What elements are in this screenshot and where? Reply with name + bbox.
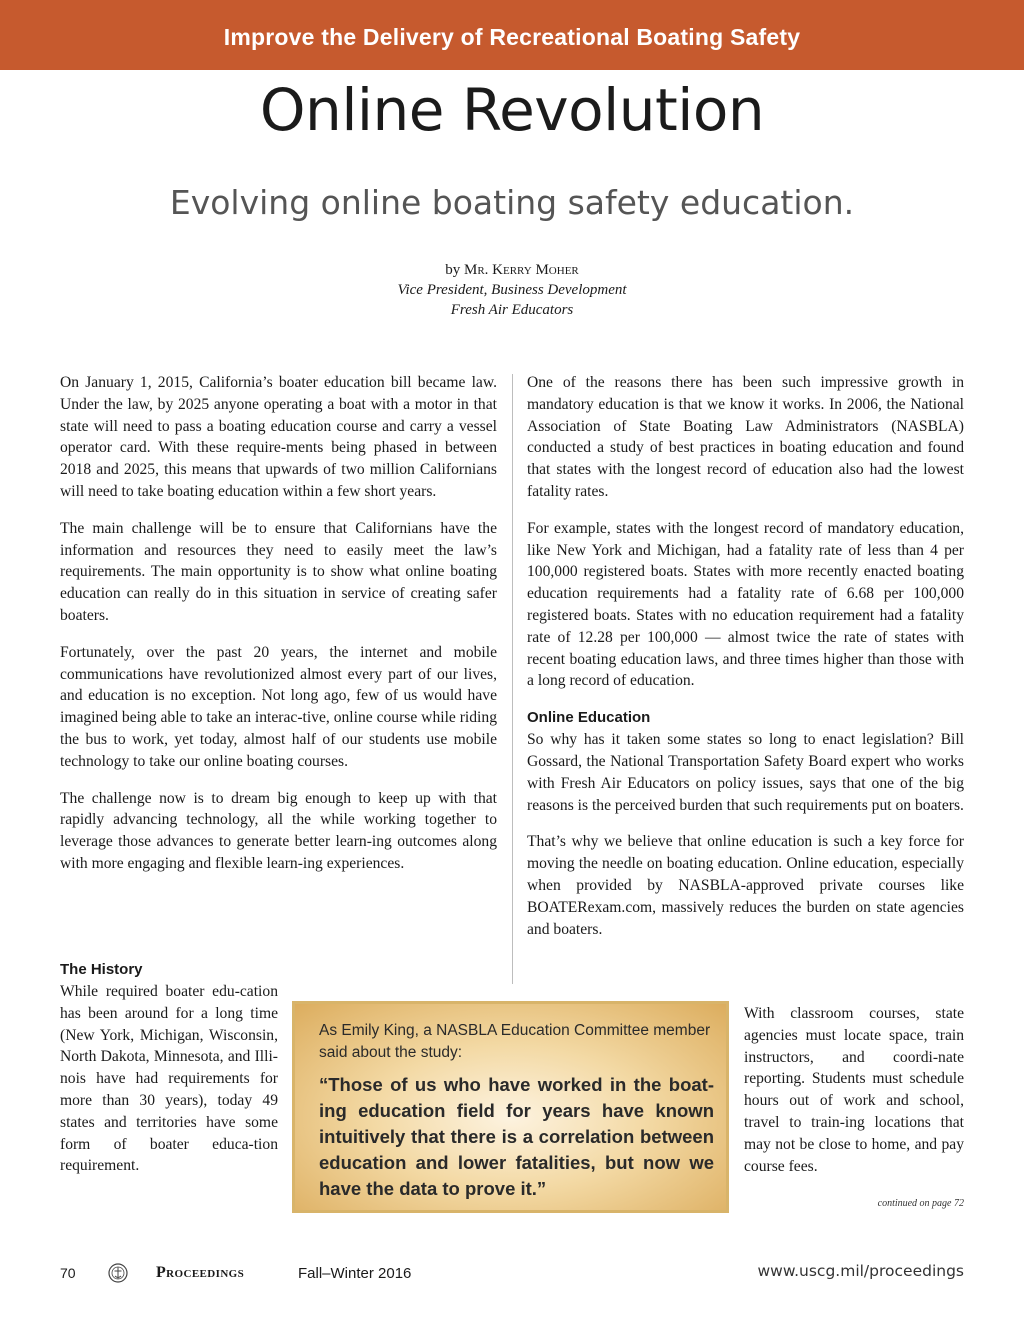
article-subtitle: Evolving online boating safety education. [169, 183, 855, 222]
publication-name: Proceedings [156, 1264, 245, 1281]
byline-organization: Fresh Air Educators [450, 302, 574, 318]
left-column [60, 372, 497, 890]
article-title: Online Revolution [259, 76, 765, 144]
pull-quote-text: “Those of us who have worked in the boat-ing education field for years have known intuitively that there is a correlation between education and lower fatalities, but now we have the data to prove it.” [319, 1074, 714, 1199]
classroom-paragraph: With classroom courses, state agencies must locate space, train instructors, and coordi-nate reporting. Students must schedule hours out of work and school, travel to train-ing locations that may not be close to home, and pay course fees. [744, 1005, 964, 1175]
history-heading: The History [60, 961, 143, 978]
header-banner [0, 0, 1024, 70]
issue-date: Fall–Winter 2016 [298, 1265, 412, 1282]
body-paragraph: Fortunately, over the past 20 years, the internet and mobile communications have revolutionized almost every part of our lives, and education is no exception. Not long ago, few of us would have imagined being able to take an interac-tive, online course while riding the bus to work, yet today, almost half of our students use mobile technology to take our online boating courses. [60, 643, 497, 770]
body-paragraph: So why has it taken some states so long to enact legislation? Bill Gossard, the National Transportation Safety Board expert who works with Fresh Air Educators on policy issues, says that one of the big reasons is the perceived burden that such requirements put on boaters. [527, 731, 964, 814]
history-section [60, 959, 278, 1177]
page-number: 70 [60, 1265, 76, 1281]
pull-quote-box [292, 1001, 729, 1213]
continued-note: continued on page 72 [877, 1198, 964, 1209]
coast-guard-seal-icon [108, 1263, 128, 1283]
body-paragraph: The challenge now is to dream big enough to keep up with that rapidly advancing technology, all the while working together to leverage those advances to generate better learn-ing outcomes along with more engaging and flexible learn-ing experiences. [60, 789, 497, 872]
byline-position: Vice President, Business Development [397, 282, 627, 298]
online-education-heading: Online Education [527, 709, 651, 727]
byline-prefix: by [445, 262, 461, 278]
byline-author: Mr. Kerry Moher [463, 262, 579, 278]
banner-title: Improve the Delivery of Recreational Boating Safety [223, 24, 801, 50]
body-paragraph: One of the reasons there has been such impressive growth in mandatory education is that we know it works. In 2006, the National Association of State Boating Law Administrators (NASBLA) conducted a study of best practices in boating education and found that states with the longest record of education also had the lowest fatality rates. [527, 374, 964, 500]
body-paragraph: On January 1, 2015, California’s boater education bill became law. Under the law, by 2025 anyone operating a boat with a motor in that state will need to pass a boating education course and carry a vessel operator card. With these require-ments being phased in between 2018 and 2025, this means that upwards of two million Californians will need to take boating education within a few short years. [60, 374, 497, 500]
website-url[interactable]: www.uscg.mil/proceedings [757, 1262, 964, 1280]
body-paragraph: The main challenge will be to ensure that Californians have the information and resources they need to easily meet the law’s requirements. The main opportunity is to show what online boating education can really do in this situation in service of creating safer boaters. [60, 519, 497, 624]
pull-quote-lead: As Emily King, a NASBLA Education Committee member said about the study: [319, 1022, 711, 1061]
classroom-section [744, 1003, 964, 1177]
right-column [527, 372, 964, 955]
column-divider [512, 374, 513, 984]
history-paragraph: While required boater edu-cation has been around for a long time (New York, Michigan, Wisconsin, North Dakota, Minnesota, and Illi-nois have had requirements for more than 30 years), today 49 states and territories have some form of boater educa-tion requirement. [60, 983, 278, 1175]
body-paragraph: For example, states with the longest record of mandatory education, like New York and Michigan, had a fatality rate of less than 4 per 100,000 registered boats. States with more recently enacted boating education requirements had a fatality rate of 6.68 per 100,000 registered boats. States with no education requirement had a fatality rate of 12.28 per 100,000 — almost twice the rate of states with recent boating education laws, and three times higher than those with a long record of education. [527, 519, 964, 690]
body-paragraph: That’s why we believe that online education is such a key force for moving the needle on boating education. Online education, especially when provided by NASBLA-approved private courses like BOATERexam.com, massively reduces the burden on state agencies and boaters. [527, 833, 964, 938]
byline-author-line [0, 262, 1024, 279]
